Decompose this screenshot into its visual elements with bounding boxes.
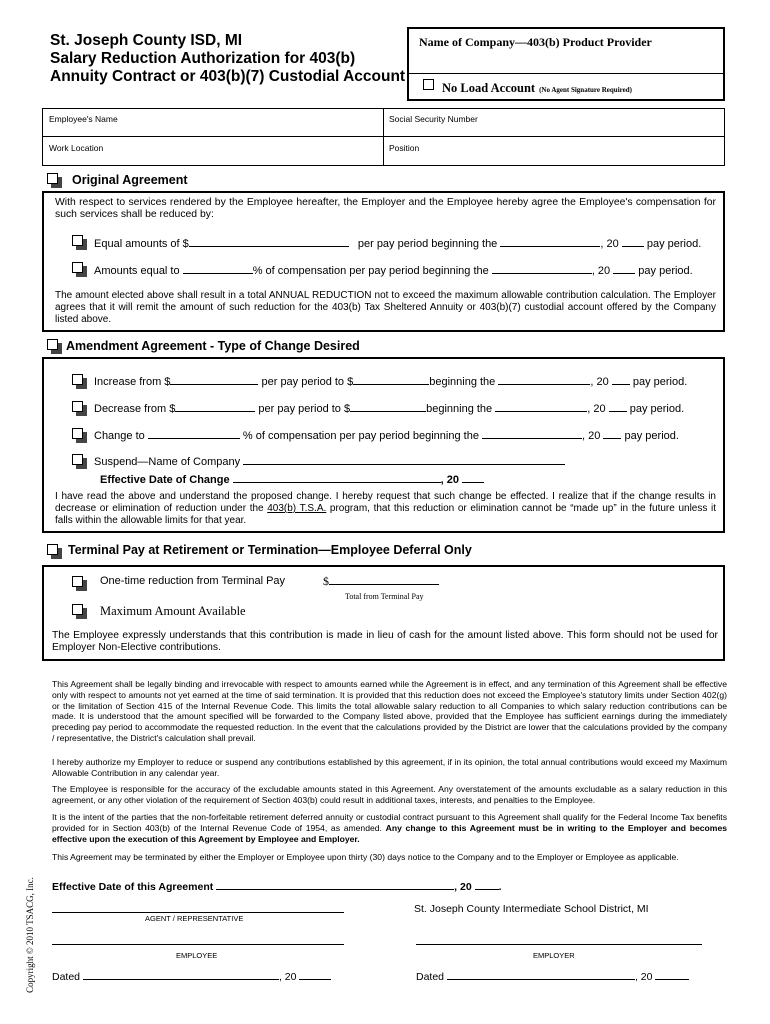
terms-paragraph-4 — [52, 812, 727, 844]
employer-dated-year-input[interactable] — [655, 969, 689, 980]
employer-dated-year-prefix: , 20 — [634, 971, 653, 983]
amendment-closing — [55, 491, 716, 527]
amendment-closing-2: program, that this reduction or elimination cannot be “made up” in the future unless it falls within the allowable limits for that year. — [55, 503, 716, 526]
increase-to-label: per pay period to $ — [261, 376, 354, 388]
amounts-year-input[interactable] — [613, 263, 635, 274]
suspend-company-input[interactable] — [243, 454, 565, 465]
employee-signature-line[interactable] — [52, 944, 344, 945]
effective-agreement-row — [52, 879, 502, 893]
equal-amounts-checkbox[interactable] — [72, 235, 87, 250]
amounts-beginning-label: % of compensation per pay period beginning the — [252, 265, 489, 277]
effective-agreement-date-input[interactable] — [216, 879, 454, 890]
decrease-row — [94, 401, 684, 415]
one-time-label: One-time reduction from Terminal Pay — [100, 575, 286, 587]
terminal-pay-checkbox[interactable] — [47, 544, 62, 559]
no-load-checkbox[interactable] — [423, 79, 438, 94]
one-time-checkbox[interactable] — [72, 576, 87, 591]
employer-caption: EMPLOYER — [533, 951, 575, 960]
employee-dated-row — [52, 969, 331, 983]
increase-to-input[interactable] — [353, 374, 429, 385]
position-label: Position — [389, 143, 420, 153]
decrease-label: Decrease from $ — [94, 403, 176, 415]
effective-change-label: Effective Date of Change — [100, 474, 230, 486]
decrease-from-input[interactable] — [175, 401, 255, 412]
amendment-checkbox[interactable] — [47, 339, 62, 354]
percent-input[interactable] — [183, 263, 253, 274]
decrease-year-input[interactable] — [609, 401, 627, 412]
form-title — [50, 32, 406, 86]
change-percent-input[interactable] — [148, 428, 240, 439]
no-load-text — [442, 79, 632, 97]
suspend-row — [94, 454, 565, 468]
terminal-dollar-label — [323, 574, 439, 589]
employer-signature-line[interactable] — [416, 944, 702, 945]
amendment-title: Amendment Agreement - Type of Change Desired — [66, 339, 360, 353]
max-amount-label: Maximum Amount Available — [100, 604, 246, 618]
employee-dated-year-prefix: , 20 — [278, 971, 297, 983]
terminal-dollar-sign: $ — [323, 574, 329, 588]
increase-from-input[interactable] — [170, 374, 258, 385]
effective-change-year-prefix: , 20 — [440, 474, 460, 486]
terminal-closing: The Employee expressly understands that this contribution is made in lieu of cash for the amount listed above. This form should not be used for Employer Non-Elective contributions. — [52, 630, 718, 653]
terms-paragraph-3: The Employee is responsible for the accuracy of the excludable amounts stated in this Agreement. Any overstatement of the amounts excludable as a salary reduction in this agreement, or any other violation of the requirement of Section 403(b) could result in additional taxes, interests, and penalties to the Employee. — [52, 784, 727, 805]
amounts-pay-period: pay period. — [638, 265, 693, 277]
increase-year-input[interactable] — [612, 374, 630, 385]
change-checkbox[interactable] — [72, 428, 87, 443]
terms-paragraph-1: This Agreement shall be legally binding and irrevocable with respect to amounts earned while the Agreement is in effect, and any termination of this Agreement shall be effective only with respect to amounts not yet earned at the time of said termination. It is provided that this reduction does not exceed the Employee's statutory limits under Section 402(g) or the limitation of Section 415 of the Internal Revenue Code. This limits the total allowable salary reduction to all Companies to which salary reduction contributions can be made. It is understood that the amount specified will be forwarded to the Company listed above, provided that the Employee has sufficient earnings during the immediately preceding pay period to accommodate the requested reduction. In the event that the calculations provided by the District are lower that the calculations provided by the company / representative, the District's calculation shall prevail. — [52, 679, 727, 743]
employee-name-field[interactable] — [49, 114, 379, 134]
title-line-2: Salary Reduction Authorization for 403(b) — [50, 50, 356, 67]
amendment-closing-tsa: 403(b) T.S.A. — [267, 503, 327, 514]
original-intro: With respect to services rendered by the Employee hereafter, the Employer and the Employee hereby agree the Employee's compensation for such services shall be reduced by: — [55, 197, 716, 220]
change-date-input[interactable] — [482, 428, 582, 439]
employer-dated-input[interactable] — [447, 969, 635, 980]
no-load-label: No Load Account — [442, 81, 536, 95]
decrease-checkbox[interactable] — [72, 401, 87, 416]
total-terminal-caption: Total from Terminal Pay — [345, 592, 424, 601]
district-name: St. Joseph County Intermediate School District, MI — [414, 903, 649, 915]
equal-beginning-label: per pay period beginning the — [357, 238, 498, 250]
employee-caption: EMPLOYEE — [176, 951, 218, 960]
terminal-amount-input[interactable] — [329, 574, 439, 585]
equal-year-prefix: , 20 — [600, 238, 619, 250]
suspend-checkbox[interactable] — [72, 454, 87, 469]
effective-agreement-year-prefix: , 20 — [454, 881, 472, 893]
equal-amount-input[interactable] — [189, 236, 349, 247]
effective-agreement-period: . — [498, 881, 502, 893]
work-location-label: Work Location — [49, 143, 104, 153]
amounts-year-prefix: , 20 — [591, 265, 611, 277]
decrease-to-input[interactable] — [350, 401, 426, 412]
employee-name-label: Employee's Name — [49, 114, 118, 124]
change-row — [94, 428, 679, 442]
decrease-beginning-label: beginning the — [426, 403, 493, 415]
increase-beginning-label: beginning the — [429, 376, 496, 388]
increase-pay-period: pay period. — [632, 376, 688, 388]
effective-change-date-input[interactable] — [233, 472, 441, 483]
original-agreement-checkbox[interactable] — [47, 173, 62, 188]
equal-pay-period: pay period. — [646, 238, 702, 250]
amounts-equal-label: Amounts equal to — [94, 265, 180, 277]
employer-dated-label: Dated — [416, 971, 445, 983]
title-line-1: St. Joseph County ISD, MI — [50, 32, 243, 49]
ssn-label: Social Security Number — [389, 114, 478, 124]
ssn-field[interactable] — [389, 114, 719, 134]
amounts-equal-row — [94, 263, 693, 277]
amendment-closing-1: I have read the above and understand the proposed change. I hereby request that such change be effected. I realize that if the change results in decrease or elimination of reduction under the — [55, 491, 716, 514]
original-agreement-title: Original Agreement — [72, 173, 188, 187]
effective-agreement-label: Effective Date of this Agreement — [52, 881, 214, 893]
effective-change-year-input[interactable] — [462, 472, 484, 483]
change-pay-period: pay period. — [624, 430, 679, 442]
increase-label: Increase from $ — [94, 376, 171, 388]
equal-amounts-label: Equal amounts of $ — [94, 238, 189, 250]
terms-paragraph-4a: It is the intent of the parties that the non-forfeitable retirement deferred annuity or custodial contract pursuant to this Agreement shall qualify for the Federal Income Tax benefits provided for in Section 403(b) of the Internal Revenue Code of 1954, as amended. — [52, 812, 727, 833]
equal-date-input[interactable] — [500, 236, 600, 247]
employee-dated-label: Dated — [52, 971, 81, 983]
work-location-field[interactable] — [49, 143, 379, 163]
amounts-date-input[interactable] — [492, 263, 592, 274]
change-year-input[interactable] — [603, 428, 621, 439]
company-box[interactable] — [407, 27, 725, 101]
effective-change-row — [100, 472, 484, 486]
max-amount-checkbox[interactable] — [72, 604, 87, 619]
agent-signature-line[interactable] — [52, 912, 344, 913]
no-load-note: (No Agent Signature Required) — [539, 86, 632, 94]
increase-year-prefix: , 20 — [590, 376, 609, 388]
decrease-date-input[interactable] — [495, 401, 587, 412]
change-beginning-label: % of compensation per pay period beginning the — [242, 430, 479, 442]
decrease-to-label: per pay period to $ — [258, 403, 351, 415]
company-label: Name of Company—403(b) Product Provider — [419, 35, 652, 49]
equal-year-input[interactable] — [622, 236, 644, 247]
suspend-label: Suspend—Name of Company — [94, 456, 241, 468]
increase-date-input[interactable] — [498, 374, 590, 385]
increase-row — [94, 374, 687, 388]
effective-agreement-year-input[interactable] — [475, 879, 499, 890]
terms-paragraph-4b: Any change to this Agreement must be in writing to the Employer and becomes effective upon the execution of this Agreement by Employee and Employer. — [52, 822, 728, 844]
employee-dated-year-input[interactable] — [299, 969, 331, 980]
terminal-pay-title: Terminal Pay at Retirement or Termination—Employee Deferral Only — [68, 543, 472, 557]
employer-dated-row — [416, 969, 689, 983]
change-label: Change to — [94, 430, 145, 442]
copyright-notice: Copyright © 2010 TSACG, Inc. — [25, 877, 35, 993]
original-closing: The amount elected above shall result in a total ANNUAL REDUCTION not to exceed the maximum allowable contribution calculation. The Employer agrees that it will remit the amount of such reduction for the 403(b) Tax Sheltered Annuity or 403(b)(7) custodial account offered by the Company listed above. — [55, 290, 716, 325]
terms-paragraph-5: This Agreement may be terminated by either the Employer or Employee upon thirty (30) days notice to the Company and to the Employer or Employee as applicable. — [52, 852, 679, 862]
position-field[interactable] — [389, 143, 719, 163]
equal-amounts-row — [94, 236, 701, 250]
increase-checkbox[interactable] — [72, 374, 87, 389]
agent-caption: AGENT / REPRESENTATIVE — [145, 914, 244, 923]
company-divider — [409, 73, 725, 74]
amounts-equal-checkbox[interactable] — [72, 262, 87, 277]
employee-info-box — [42, 108, 725, 166]
terms-paragraph-2: I hereby authorize my Employer to reduce or suspend any contributions established by this agreement, if in its opinion, the total annual contributions would exceed my Maximum Allowable Contribution in any calendar year. — [52, 757, 727, 778]
decrease-pay-period: pay period. — [629, 403, 685, 415]
employee-dated-input[interactable] — [83, 969, 279, 980]
decrease-year-prefix: , 20 — [587, 403, 606, 415]
change-year-prefix: , 20 — [582, 430, 601, 442]
title-line-3: Annuity Contract or 403(b)(7) Custodial Account — [50, 68, 406, 85]
